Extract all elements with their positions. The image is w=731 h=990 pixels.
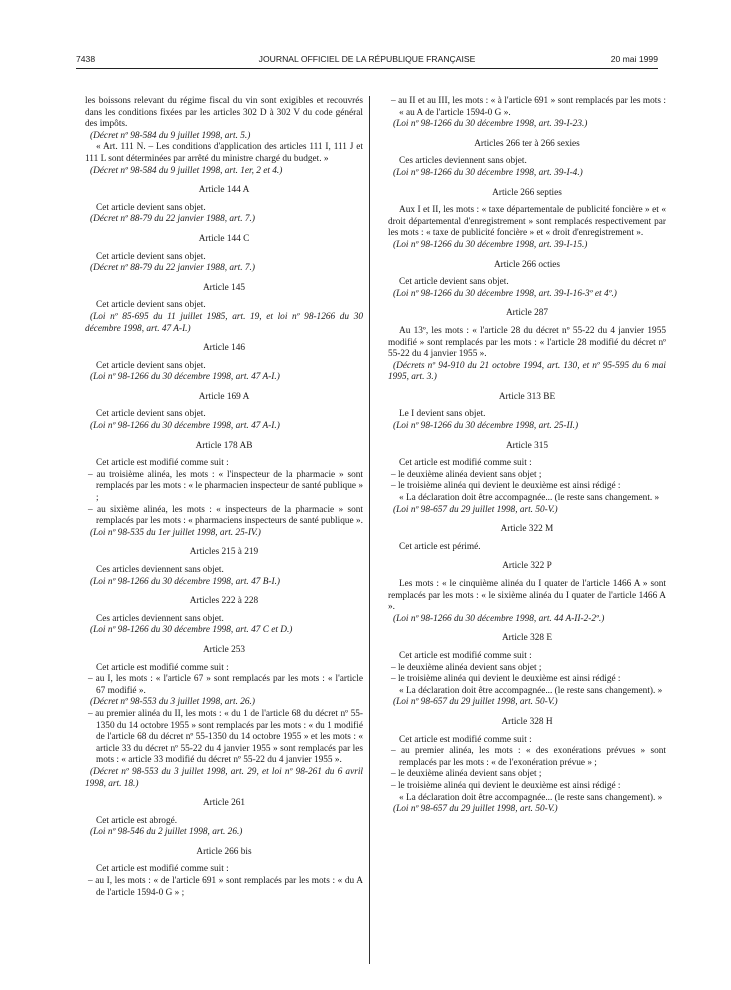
- article-heading: Article 266 septies: [492, 187, 562, 198]
- paragraph: Au 13º, les mots : « l'article 28 du décret nº 55-22 du 4 janvier 1955 modifié » sont remplacés par les mots : « l'article 28 modifié du décret nº 55-22 du 4 janvier 1955 ».: [388, 325, 666, 360]
- citation: (Loi nº 98-657 du 29 juillet 1998, art. 50-V.): [393, 504, 558, 515]
- article-heading: Article 287: [505, 308, 549, 319]
- list-item: – le troisième alinéa qui devient le deuxième est ainsi rédigé :: [391, 481, 621, 492]
- quoted-text: « La déclaration doit être accompagnée... (le reste sans changement. »: [399, 493, 660, 504]
- paragraph: « Art. 111 N. – Les conditions d'application des articles 111 I, 111 J et 111 L sont déterminées par arrêté du ministre chargé du budget. »: [85, 142, 363, 164]
- article-heading: Article 266 bis: [196, 846, 252, 857]
- list-item: – le troisième alinéa qui devient le deuxième est ainsi rédigé :: [391, 780, 621, 791]
- paragraph: Cet article est modifié comme suit :: [399, 734, 532, 745]
- citation: (Loi nº 98-1266 du 30 décembre 1998, art. 47 C et D.): [90, 625, 293, 636]
- article-heading: Article 146: [202, 343, 246, 354]
- article-heading: Article 145: [202, 282, 246, 293]
- paragraph: Cet article est périmé.: [399, 541, 481, 552]
- paragraph: Cet article est abrogé.: [96, 815, 178, 826]
- publication-date: 20 mai 1999: [610, 54, 658, 64]
- citation: (Décrets nº 94-910 du 21 octobre 1994, art. 130, et nº 95-595 du 6 mai 1995, art. 3.): [388, 360, 666, 383]
- citation: (Décret nº 98-553 du 3 juillet 1998, art. 26.): [90, 697, 255, 708]
- paragraph: Cet article devient sans objet.: [399, 277, 509, 288]
- paragraph: Cet article est modifié comme suit :: [96, 864, 229, 875]
- paragraph: Cet article est modifié comme suit :: [96, 458, 229, 469]
- paragraph: Ces articles deviennent sans objet.: [96, 613, 224, 624]
- citation: (Loi nº 98-657 du 29 juillet 1998, art. 50-V.): [393, 804, 558, 815]
- list-item: – le troisième alinéa qui devient le deuxième est ainsi rédigé :: [391, 674, 621, 685]
- article-heading: Article 322 M: [500, 524, 554, 535]
- page-number: 7438: [76, 54, 96, 64]
- paragraph: Aux I et II, les mots : « taxe départementale de publicité foncière » et « droit départemental d'enregistrement » sont remplacés respectivement par les mots : « taxe de publicité foncière » et « droit d'enregistrement ».: [388, 205, 666, 239]
- list-item: – au I, les mots : « l'article 67 » sont remplacés par les mots : « l'article 67 modifié ».: [88, 674, 363, 696]
- article-heading: Article 315: [505, 440, 549, 451]
- quoted-text: « La déclaration doit être accompagnée... (le reste sans changement). »: [399, 792, 663, 803]
- citation: (Loi nº 98-657 du 29 juillet 1998, art. 50-V.): [393, 697, 558, 708]
- citation: (Loi nº 85-695 du 11 juillet 1985, art. 19, et loi nº 98-1266 du 30 décembre 1998, art. 47 A-I.): [85, 311, 363, 334]
- citation: (Loi nº 98-1266 du 30 décembre 1998, art. 39-I-15.): [393, 239, 588, 250]
- article-heading: Articles 215 à 219: [189, 547, 259, 558]
- article-heading: Article 253: [202, 644, 246, 655]
- list-item: – le deuxième alinéa devient sans objet ;: [391, 469, 542, 480]
- list-item: – au premier alinéa du II, les mots : « du 1 de l'article 68 du décret nº 55-1350 du 14 octobre 1955 » sont remplacés par les mots : « du 1 modifié de l'article 68 du décret nº 55-1350 du 14 octobre 1955 » et les mots : « article 33 du décret nº 55-22 du 4 janvier 1955 » sont remplacés par les mots : « article 33 modifié du décret nº 55-22 du 4 janvier 1955 ».: [88, 708, 363, 766]
- article-heading: Article 144 C: [198, 233, 250, 244]
- list-item: – le deuxième alinéa devient sans objet ;: [391, 662, 542, 673]
- list-item: – au I, les mots : « de l'article 691 » sont remplacés par les mots : « du A de l'article 1594-0 G » ;: [88, 876, 363, 898]
- paragraph: les boissons relevant du régime fiscal du vin sont exigibles et recouvrés dans les conditions fixées par les articles 302 D à 302 V du code général des impôts.: [85, 96, 363, 130]
- list-item: – au II et au III, les mots : « à l'article 691 » sont remplacés par les mots : « au A de l'article 1594-0 G ».: [391, 96, 666, 118]
- citation: (Loi nº 98-1266 du 30 décembre 1998, art. 47 A-I.): [90, 372, 280, 383]
- paragraph: Cet article est modifié comme suit :: [399, 650, 532, 661]
- article-heading: Article 169 A: [198, 391, 250, 402]
- citation: (Décret nº 88-79 du 22 janvier 1988, art. 7.): [90, 263, 255, 274]
- list-item: – le deuxième alinéa devient sans objet ;: [391, 769, 542, 780]
- citation: (Loi nº 98-1266 du 30 décembre 1998, art. 39-I-23.): [393, 119, 588, 130]
- citation: (Loi nº 98-1266 du 30 décembre 1998, art. 47 A-I.): [90, 421, 280, 432]
- article-heading: Articles 266 ter à 266 sexies: [474, 138, 580, 149]
- paragraph: Cet article devient sans objet.: [96, 300, 206, 311]
- citation: (Décret nº 98-584 du 9 juillet 1998, art. 1er, 2 et 4.): [90, 165, 283, 176]
- citation: (Loi nº 98-1266 du 30 décembre 1998, art. 44 A-II-2-2º.): [393, 613, 605, 624]
- paragraph: Le I devient sans objet.: [399, 409, 486, 420]
- citation: (Loi nº 98-546 du 2 juillet 1998, art. 26.): [90, 827, 243, 838]
- header-rule: [76, 68, 658, 69]
- citation: (Décret nº 88-79 du 22 janvier 1988, art. 7.): [90, 214, 255, 225]
- paragraph: Cet article devient sans objet.: [96, 251, 206, 262]
- article-heading: Article 144 A: [198, 185, 250, 196]
- article-heading: Article 328 E: [501, 633, 553, 644]
- column-divider: [369, 96, 370, 964]
- article-heading: Articles 222 à 228: [189, 596, 259, 607]
- journal-title: JOURNAL OFFICIEL DE LA RÉPUBLIQUE FRANÇAISE: [258, 54, 476, 64]
- paragraph: Cet article devient sans objet.: [96, 360, 206, 371]
- article-heading: Article 328 H: [501, 716, 553, 727]
- citation: (Loi nº 98-1266 du 30 décembre 1998, art. 25-II.): [393, 421, 579, 432]
- paragraph: Cet article est modifié comme suit :: [399, 458, 532, 469]
- paragraph: Les mots : « le cinquième alinéa du I quater de l'article 1466 A » sont remplacés par les mots : « le sixième alinéa du I quater de l'article 1466 A ».: [388, 579, 666, 613]
- citation: (Loi nº 98-535 du 1er juillet 1998, art. 25-IV.): [90, 527, 261, 538]
- left-column: [85, 96, 363, 899]
- paragraph: Ces articles deviennent sans objet.: [96, 565, 224, 575]
- quoted-text: « La déclaration doit être accompagnée... (le reste sans changement). »: [399, 685, 663, 696]
- paragraph: Cet article est modifié comme suit :: [96, 662, 229, 673]
- citation: (Décret nº 98-584 du 9 juillet 1998, art. 5.): [90, 130, 251, 141]
- citation: (Décret nº 98-553 du 3 juillet 1998, art. 29, et loi nº 98-261 du 6 avril 1998, art. 18.): [85, 766, 363, 789]
- paragraph: Ces articles deviennent sans objet.: [399, 156, 527, 167]
- article-heading: Article 313 BE: [498, 391, 556, 402]
- citation: (Loi nº 98-1266 du 30 décembre 1998, art. 39-I-16-3º et 4º.): [393, 288, 617, 299]
- citation: (Loi nº 98-1266 du 30 décembre 1998, art. 47 B-I.): [90, 576, 280, 587]
- article-heading: Article 178 AB: [195, 440, 253, 451]
- article-heading: Article 266 octies: [493, 259, 561, 270]
- page-header: [76, 54, 658, 68]
- article-heading: Article 322 P: [502, 561, 552, 572]
- list-item: – au troisième alinéa, les mots : « l'inspecteur de la pharmacie » sont remplacés par les mots : « le pharmacien inspecteur de santé publique » ;: [88, 469, 363, 504]
- list-item: – au premier alinéa, les mots : « des exonérations prévues » sont remplacés par les mots : « de l'exonération prévue » ;: [391, 746, 666, 768]
- paragraph: Cet article devient sans objet.: [96, 409, 206, 420]
- article-heading: Article 261: [202, 798, 246, 809]
- citation: (Loi nº 98-1266 du 30 décembre 1998, art. 39-I-4.): [393, 167, 583, 178]
- list-item: – au sixième alinéa, les mots : « inspecteurs de la pharmacie » sont remplacés par les mots : « pharmaciens inspecteurs de santé publique ».: [88, 504, 363, 527]
- right-column: [388, 96, 666, 816]
- paragraph: Cet article devient sans objet.: [96, 202, 206, 213]
